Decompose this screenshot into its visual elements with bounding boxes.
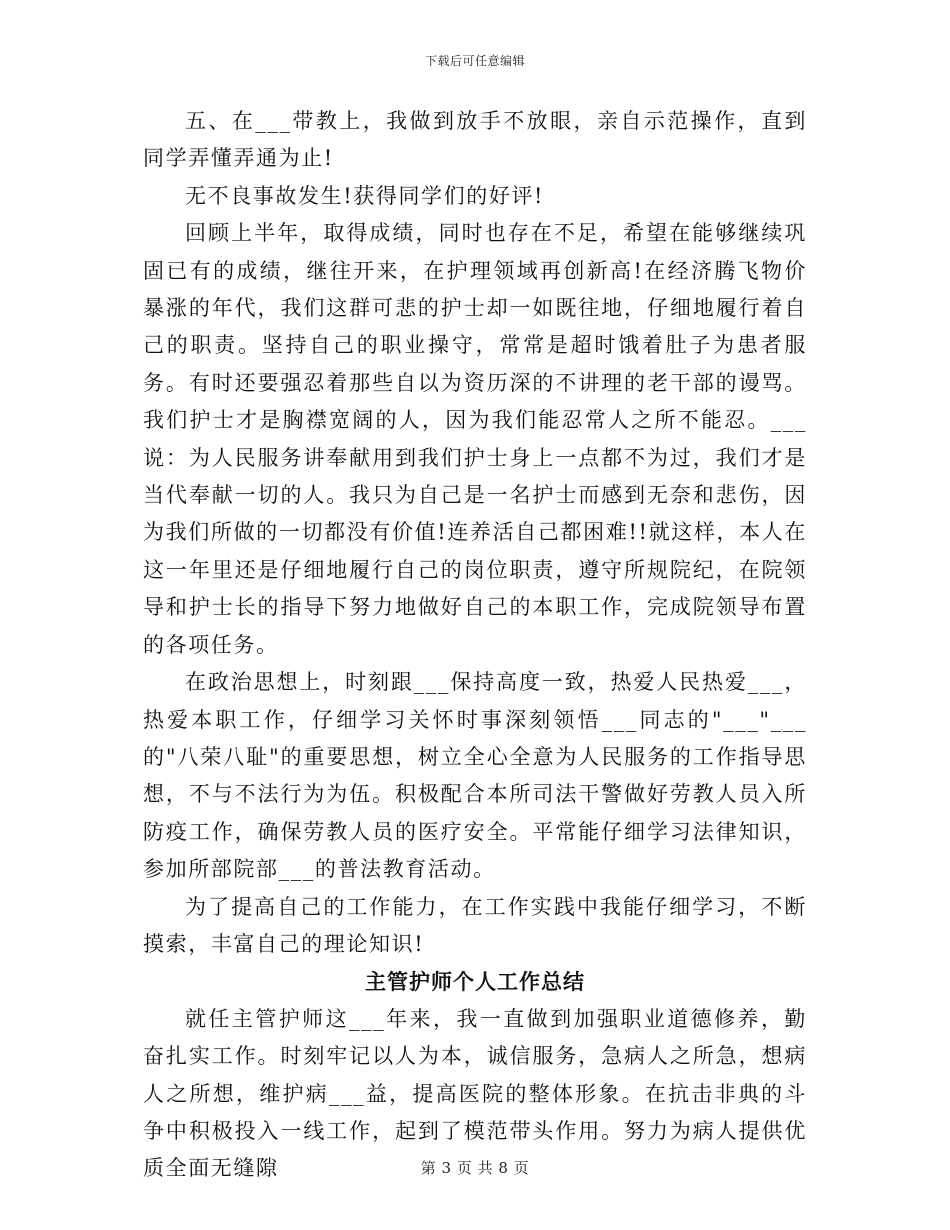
paragraph: 五、在___带教上，我做到放手不放眼，亲自示范操作，直到同学弄懂弄通为止! [143,109,807,171]
paragraph: 无不良事故发生!获得同学们的好评! [185,183,545,208]
section-title: 主管护师个人工作总结 [365,969,585,995]
page-footer: 第 3 页 共 8 页 [420,1159,530,1177]
page-header: 下载后可任意编辑 [424,54,525,68]
paragraph: 就任主管护师这___年来，我一直做到加强职业道德修养，勤奋扎实工作。时刻牢记以人为本，诚信服务，急病人之所急，想病人之所想，维护病___益，提高医院的整体形象。在抗击非典的斗争中积极投入一线工作，起到了模范带头作用。努力为病人提供优质全面无缝隙 [143,1006,807,1181]
paragraph: 回顾上半年，取得成绩，同时也存在不足，希望在能够继续巩固已有的成绩，继往开来，在护理领域再创新高!在经济腾飞物价暴涨的年代，我们这群可悲的护士却一如既往地，仔细地履行着自己的职责。坚持自己的职业操守，常常是超时饿着肚子为患者服务。有时还要强忍着那些自以为资历深的不讲理的老干部的谩骂。我们护士才是胸襟宽阔的人，因为我们能忍常人之所不能忍。___说：为人民服务讲奉献用到我们护士身上一点都不为过，我们才是当代奉献一切的人。我只为自己是一名护士而感到无奈和悲伤，因为我们所做的一切都没有价值!连养活自己都困难!!就这样，本人在这一年里还是仔细地履行自己的岗位职责，遵守所规院纪，在院领导和护士长的指导下努力地做好自己的本职工作，完成院领导布置的各项任务。 [143,221,807,657]
paragraph: 为了提高自己的工作能力，在工作实践中我能仔细学习，不断摸索，丰富自己的理论知识! [143,894,807,956]
paragraph: 在政治思想上，时刻跟___保持高度一致，热爱人民热爱___，热爱本职工作，仔细学习关怀时事深刻领悟___同志的"___"___的"八荣八耻"的重要思想，树立全心全意为人民服务的工作指导思想，不与不法行为为伍。积极配合本所司法干警做好劳教人员入所防疫工作，确保劳教人员的医疗安全。平常能仔细学习法律知识，参加所部院部___的普法教育活动。 [143,670,807,882]
document-body [143,103,807,1188]
